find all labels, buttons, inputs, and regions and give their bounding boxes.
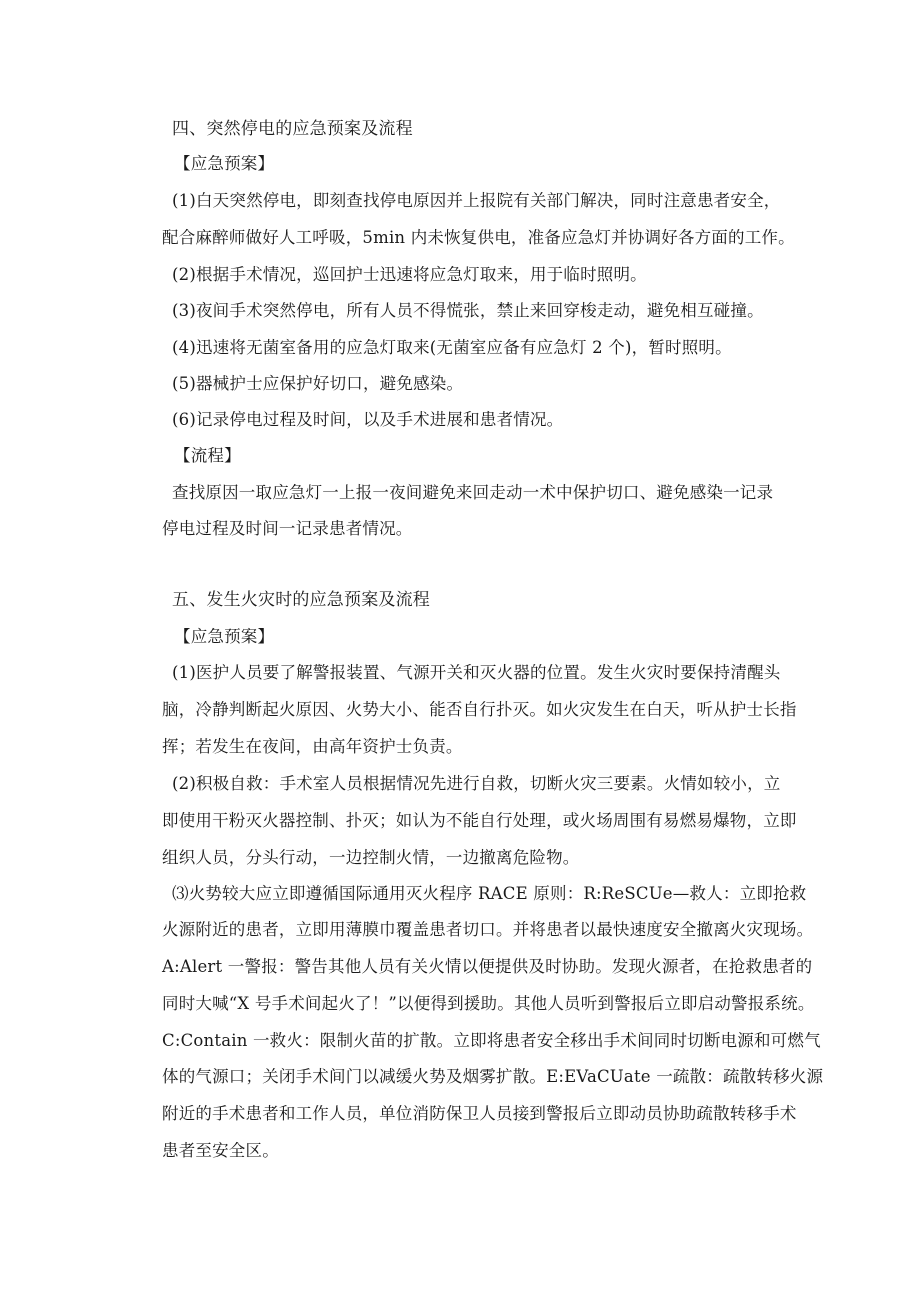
section5-item2-line1: (2)积极自救：手术室人员根据情况先进行自救，切断火灾三要素。火情如较小，立 (172, 774, 781, 793)
section5-title: 五、发生火灾时的应急预案及流程 (172, 590, 430, 610)
section4-item3: (3)夜间手术突然停电，所有人员不得慌张，禁止来回穿梭走动，避免相互碰撞。 (172, 301, 764, 320)
section4-flow-line1: 查找原因一取应急灯一上报一夜间避免来回走动一术中保护切口、避免感染一记录 (172, 483, 774, 502)
section4-flow-label: 【流程】 (174, 446, 241, 465)
section5-item1-line2: 脑，冷静判断起火原因、火势大小、能否自行扑灭。如火灾发生在白天，听从护士长指 (162, 700, 797, 719)
section4-item4: (4)迅速将无菌室备用的应急灯取来(无菌室应备有应急灯 2 个)，暂时照明。 (172, 338, 732, 357)
section5-item3-line6: 体的气源口；关闭手术间门以减缓火势及烟雾扩散。E:EVaCUate 一疏散：疏散转移火源 (162, 1067, 824, 1086)
section5-item3-line7: 附近的手术患者和工作人员，单位消防保卫人员接到警报后立即动员协助疏散转移手术 (162, 1104, 797, 1123)
section5-item3-line1: ⑶火势较大应立即遵循国际通用灭火程序 RACE 原则：R:ReSCUe—救人：立即抢救 (172, 884, 807, 903)
section5-item1-line1: (1)医护人员要了解警报装置、气源开关和灭火器的位置。发生火灾时要保持清醒头 (172, 663, 781, 682)
section5-item2-line2: 即使用干粉灭火器控制、扑灭；如认为不能自行处理，或火场周围有易燃易爆物，立即 (162, 811, 797, 830)
section4-item1-line2: 配合麻醉师做好人工呼吸，5min 内未恢复供电，准备应急灯并协调好各方面的工作。 (162, 228, 795, 247)
section4-item6: (6)记录停电过程及时间，以及手术进展和患者情况。 (172, 410, 564, 429)
section5-item3-line4: 同时大喊“X 号手术间起火了！”以便得到援助。其他人员听到警报后立即启动警报系统。 (162, 994, 815, 1013)
section4-item1-line1: (1)白天突然停电，即刻查找停电原因并上报院有关部门解决，同时注意患者安全， (172, 191, 781, 210)
section5-item3-line2: 火源附近的患者，立即用薄膜巾覆盖患者切口。并将患者以最快速度安全撤离火灾现场。 (162, 920, 814, 939)
section5-item3-line3: A:Alert 一警报：警告其他人员有关火情以便提供及时协助。发现火源者，在抢救患者的 (162, 957, 813, 976)
section4-item5: (5)器械护士应保护好切口，避免感染。 (172, 374, 464, 393)
section5-item2-line3: 组织人员，分头行动，一边控制火情，一边撤离危险物。 (162, 848, 580, 867)
section5-item3-line5: C:Contain 一救火：限制火苗的扩散。立即将患者安全移出手术间同时切断电源和可燃气 (162, 1031, 821, 1050)
section5-plan-label: 【应急预案】 (174, 627, 275, 646)
section4-title: 四、突然停电的应急预案及流程 (172, 119, 413, 139)
section4-item2: (2)根据手术情况，巡回护士迅速将应急灯取来，用于临时照明。 (172, 265, 647, 284)
section4-plan-label: 【应急预案】 (174, 154, 275, 173)
section5-item1-line3: 挥；若发生在夜间，由高年资护士负责。 (162, 737, 463, 756)
section5-item3-line8: 患者至安全区。 (162, 1141, 279, 1160)
section4-flow-line2: 停电过程及时间一记录患者情况。 (162, 519, 413, 538)
